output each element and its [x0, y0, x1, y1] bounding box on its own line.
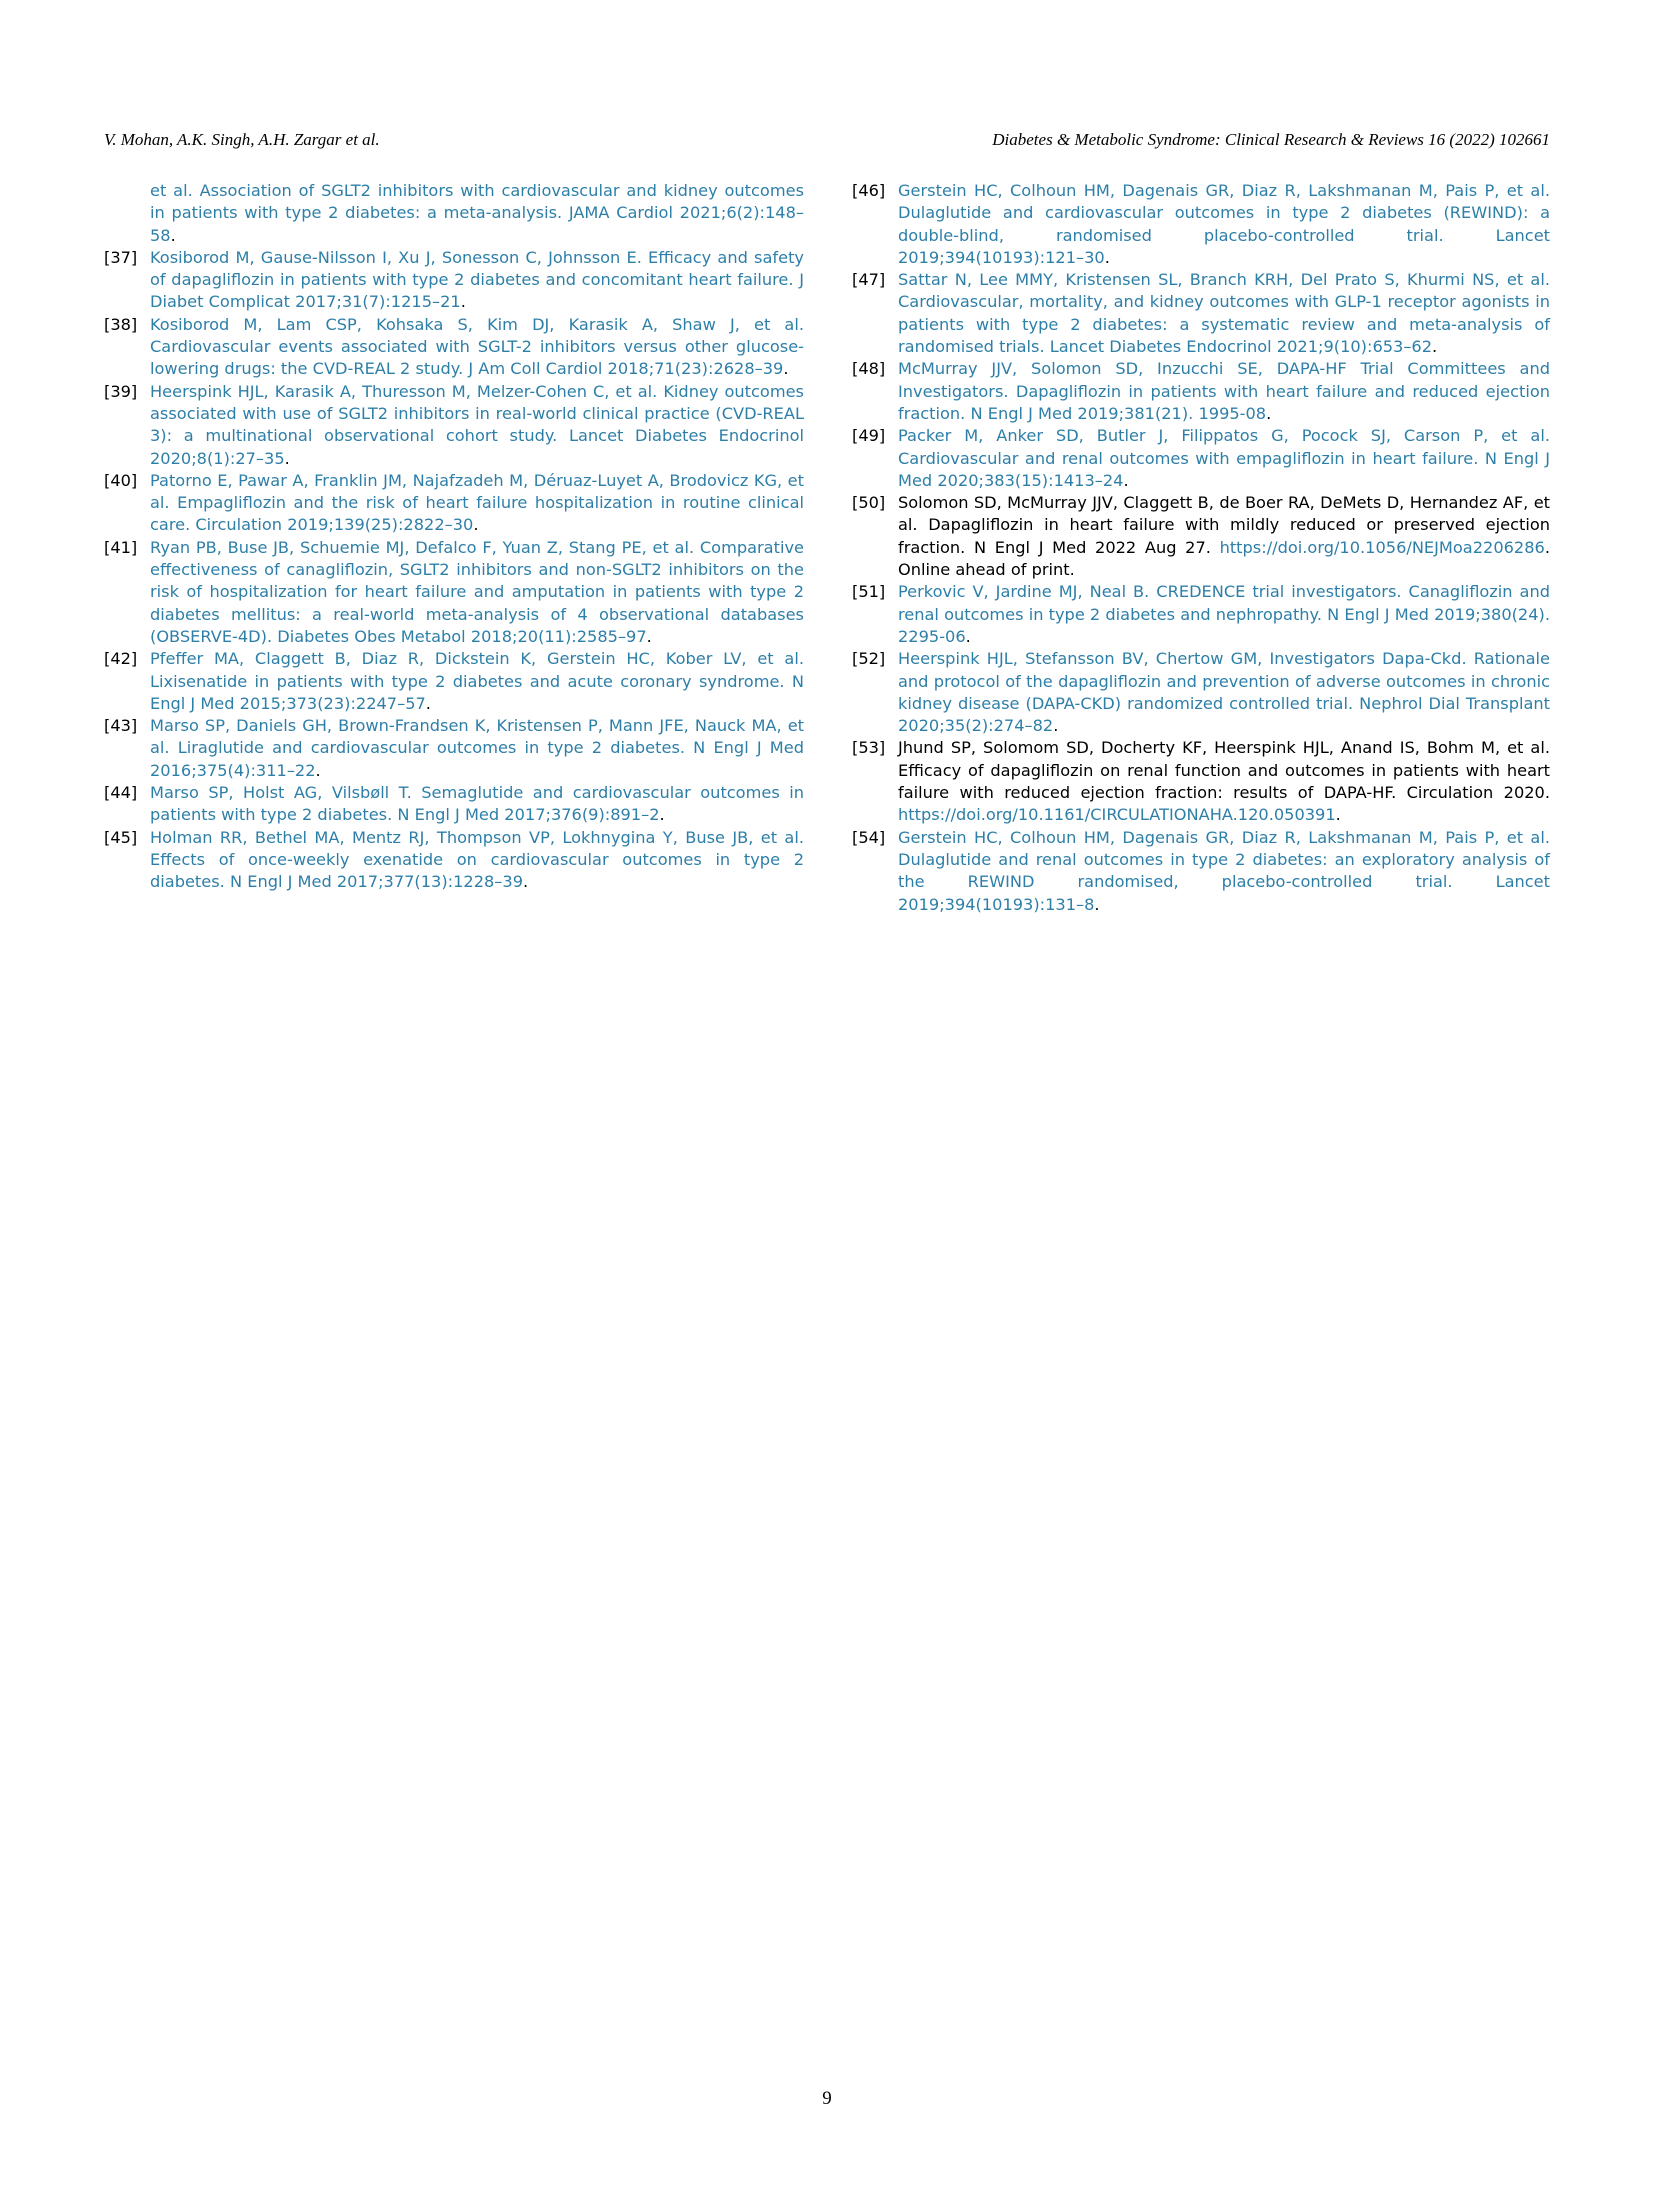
doi-link[interactable]: https://doi.org/10.1056/NEJMoa2206286 [1219, 537, 1545, 557]
reference-link[interactable]: Kosiborod M, Lam CSP, Kohsaka S, Kim DJ, Karasik A, Shaw J, et al. Cardiovascular events associated with SGLT-2 inhibitors versus other glucose-lowering drugs: the CVD-REAL 2 study. J Am Coll Cardiol 2018;71(23):2628–39 [150, 314, 804, 379]
reference-item: [48] McMurray JJV, Solomon SD, Inzucchi SE, DAPA-HF Trial Committees and Investigators. Dapagliflozin in patients with heart failure and reduced ejection fraction. N Engl J Med 2019;381(21). 1995-08. [852, 359, 1550, 423]
reference-number: [37] [104, 247, 138, 267]
reference-number: [41] [104, 537, 138, 557]
reference-item: [37] Kosiborod M, Gause-Nilsson I, Xu J, Sonesson C, Johnsson E. Efficacy and safety of dapagliflozin in patients with type 2 diabetes and concomitant heart failure. J Diabet Complicat 2017;31(7):1215–21. [104, 247, 804, 312]
reference-link[interactable]: Marso SP, Holst AG, Vilsbøll T. Semaglutide and cardiovascular outcomes in patients with type 2 diabetes. N Engl J Med 2017;376(9):891–2 [150, 783, 804, 825]
header-journal: Diabetes & Metabolic Syndrome: Clinical Research & Reviews 16 (2022) 102661 [992, 130, 1550, 149]
reference-number: [43] [104, 716, 138, 736]
reference-number: [38] [104, 314, 138, 334]
reference-link[interactable]: Ryan PB, Buse JB, Schuemie MJ, Defalco F, Yuan Z, Stang PE, et al. Comparative effectiveness of canagliflozin, SGLT2 inhibitors and non-SGLT2 inhibitors on the risk of hospitalization for heart failure and amputation in patients with type 2 diabetes mellitus: a real-world meta-analysis of 4 observational databases (OBSERVE-4D). Diabetes Obes Metabol 2018;20(11):2585–97 [150, 537, 804, 646]
reference-link[interactable]: Holman RR, Bethel MA, Mentz RJ, Thompson VP, Lokhnygina Y, Buse JB, et al. Effects of once-weekly exenatide on cardiovascular outcomes in type 2 diabetes. N Engl J Med 2017;377(13):1228–39 [150, 827, 804, 892]
reference-item: [44] Marso SP, Holst AG, Vilsbøll T. Semaglutide and cardiovascular outcomes in patients with type 2 diabetes. N Engl J Med 2017;376(9):891–2. [104, 783, 804, 825]
reference-link[interactable]: Patorno E, Pawar A, Franklin JM, Najafzadeh M, Déruaz-Luyet A, Brodovicz KG, et al. Empagliflozin and the risk of heart failure hospitalization in routine clinical care. Circulation 2019;139(25):2822–30 [150, 470, 804, 535]
reference-number: [47] [852, 270, 886, 290]
reference-link[interactable]: Heerspink HJL, Karasik A, Thuresson M, Melzer-Cohen C, et al. Kidney outcomes associated with use of SGLT2 inhibitors in real-world clinical practice (CVD-REAL 3): a multinational observational cohort study. Lancet Diabetes Endocrinol 2020;8(1):27–35 [150, 381, 804, 468]
reference-link[interactable]: Packer M, Anker SD, Butler J, Filippatos G, Pocock SJ, Carson P, et al. Cardiovascular and renal outcomes with empagliflozin in heart failure. N Engl J Med 2020;383(15):1413–24 [898, 426, 1550, 490]
reference-link[interactable]: Kosiborod M, Gause-Nilsson I, Xu J, Sonesson C, Johnsson E. Efficacy and safety of dapagliflozin in patients with type 2 diabetes and concomitant heart failure. J Diabet Complicat 2017;31(7):1215–21 [150, 247, 804, 312]
reference-number: [50] [852, 493, 886, 513]
reference-link[interactable]: Gerstein HC, Colhoun HM, Dagenais GR, Diaz R, Lakshmanan M, Pais P, et al. Dulaglutide and renal outcomes in type 2 diabetes: an exploratory analysis of the REWIND randomised, placebo-controlled trial. Lancet 2019;394(10193):131–8 [898, 827, 1550, 914]
reference-item: [46] Gerstein HC, Colhoun HM, Dagenais GR, Diaz R, Lakshmanan M, Pais P, et al. Dulaglutide and cardiovascular outcomes in type 2 diabetes (REWIND): a double-blind, randomised placebo-controlled trial. Lancet 2019;394(10193):121–30. [852, 181, 1550, 267]
reference-item: [53] Jhund SP, Solomom SD, Docherty KF, Heerspink HJL, Anand IS, Bohm M, et al. Efficacy of dapagliflozin on renal function and outcomes in patients with heart failure with reduced ejection fraction: results of DAPA-HF. Circulation 2020. https://doi.org/10.1161/CIRCULATIONAHA.120.050391. [852, 738, 1550, 825]
reference-item: [40] Patorno E, Pawar A, Franklin JM, Najafzadeh M, Déruaz-Luyet A, Brodovicz KG, et al. Empagliflozin and the risk of heart failure hospitalization in routine clinical care. Circulation 2019;139(25):2822–30. [104, 470, 804, 535]
reference-number: [39] [104, 381, 138, 401]
reference-link[interactable]: et al. Association of SGLT2 inhibitors with cardiovascular and kidney outcomes in patients with type 2 diabetes: a meta-analysis. JAMA Cardiol 2021;6(2):148–58 [150, 181, 804, 245]
reference-number: [48] [852, 359, 886, 379]
reference-note: Online ahead of print. [898, 560, 1075, 580]
reference-number: [44] [104, 783, 138, 803]
reference-number: [45] [104, 827, 138, 847]
reference-link[interactable]: Gerstein HC, Colhoun HM, Dagenais GR, Diaz R, Lakshmanan M, Pais P, et al. Dulaglutide and cardiovascular outcomes in type 2 diabetes (REWIND): a double-blind, randomised placebo-controlled trial. Lancet 2019;394(10193):121–30 [898, 181, 1550, 267]
doi-link[interactable]: https://doi.org/10.1161/CIRCULATIONAHA.120.050391 [898, 805, 1336, 825]
reference-continuation: et al. Association of SGLT2 inhibitors with cardiovascular and kidney outcomes in patients with type 2 diabetes: a meta-analysis. JAMA Cardiol 2021;6(2):148–58. [150, 181, 804, 245]
reference-item: [50] Solomon SD, McMurray JJV, Claggett B, de Boer RA, DeMets D, Hernandez AF, et al. Dapagliflozin in heart failure with mildly reduced or preserved ejection fraction. N Engl J Med 2022 Aug 27. https://doi.org/10.1056/NEJMoa2206286. Online ahead of print. [852, 493, 1550, 580]
reference-item: [51] Perkovic V, Jardine MJ, Neal B. CREDENCE trial investigators. Canagliflozin and renal outcomes in type 2 diabetes and nephropathy. N Engl J Med 2019;380(24). 2295-06. [852, 582, 1550, 646]
reference-number: [51] [852, 582, 886, 602]
reference-item: [52] Heerspink HJL, Stefansson BV, Chertow GM, Investigators Dapa-Ckd. Rationale and protocol of the dapagliflozin and prevention of adverse outcomes in chronic kidney disease (DAPA-CKD) randomized controlled trial. Nephrol Dial Transplant 2020;35(2):274–82. [852, 649, 1550, 736]
reference-link[interactable]: Heerspink HJL, Stefansson BV, Chertow GM, Investigators Dapa-Ckd. Rationale and protocol of the dapagliflozin and prevention of adverse outcomes in chronic kidney disease (DAPA-CKD) randomized controlled trial. Nephrol Dial Transplant 2020;35(2):274–82 [898, 649, 1550, 736]
reference-item: [54] Gerstein HC, Colhoun HM, Dagenais GR, Diaz R, Lakshmanan M, Pais P, et al. Dulaglutide and renal outcomes in type 2 diabetes: an exploratory analysis of the REWIND randomised, placebo-controlled trial. Lancet 2019;394(10193):131–8. [852, 827, 1550, 914]
reference-number: [42] [104, 649, 138, 669]
reference-item: [38] Kosiborod M, Lam CSP, Kohsaka S, Kim DJ, Karasik A, Shaw J, et al. Cardiovascular events associated with SGLT-2 inhibitors versus other glucose-lowering drugs: the CVD-REAL 2 study. J Am Coll Cardiol 2018;71(23):2628–39. [104, 314, 804, 379]
reference-number: [52] [852, 649, 886, 669]
reference-item: [43] Marso SP, Daniels GH, Brown-Frandsen K, Kristensen P, Mann JFE, Nauck MA, et al. Liraglutide and cardiovascular outcomes in type 2 diabetes. N Engl J Med 2016;375(4):311–22. [104, 716, 804, 780]
reference-number: [53] [852, 738, 886, 758]
reference-number: [46] [852, 181, 886, 200]
reference-number: [40] [104, 470, 138, 490]
reference-item: [41] Ryan PB, Buse JB, Schuemie MJ, Defalco F, Yuan Z, Stang PE, et al. Comparative effectiveness of canagliflozin, SGLT2 inhibitors and non-SGLT2 inhibitors on the risk of hospitalization for heart failure and amputation in patients with type 2 diabetes mellitus: a real-world meta-analysis of 4 observational databases (OBSERVE-4D). Diabetes Obes Metabol 2018;20(11):2585–97. [104, 537, 804, 646]
page-number: 9 [822, 2088, 832, 2109]
reference-number: [54] [852, 827, 886, 847]
reference-column-right [852, 180, 1550, 916]
reference-link[interactable]: Sattar N, Lee MMY, Kristensen SL, Branch KRH, Del Prato S, Khurmi NS, et al. Cardiovascular, mortality, and kidney outcomes with GLP-1 receptor agonists in patients with type 2 diabetes: a systematic review and meta-analysis of randomised trials. Lancet Diabetes Endocrinol 2021;9(10):653–62 [898, 270, 1550, 357]
reference-text: Solomon SD, McMurray JJV, Claggett B, de Boer RA, DeMets D, Hernandez AF, et al. Dapagliflozin in heart failure with mildly reduced or preserved ejection fraction. N Engl J Med 2022 Aug 27. [898, 493, 1550, 557]
reference-number: [49] [852, 426, 886, 446]
reference-text: Jhund SP, Solomom SD, Docherty KF, Heerspink HJL, Anand IS, Bohm M, et al. Efficacy of dapagliflozin on renal function and outcomes in patients with heart failure with reduced ejection fraction: results of DAPA-HF. Circulation 2020. [898, 738, 1550, 803]
reference-link[interactable]: McMurray JJV, Solomon SD, Inzucchi SE, DAPA-HF Trial Committees and Investigators. Dapagliflozin in patients with heart failure and reduced ejection fraction. N Engl J Med 2019;381(21). 1995-08 [898, 359, 1550, 423]
header-authors: V. Mohan, A.K. Singh, A.H. Zargar et al. [104, 130, 380, 149]
reference-column-left [104, 180, 804, 894]
reference-link[interactable]: Pfeffer MA, Claggett B, Diaz R, Dickstein K, Gerstein HC, Kober LV, et al. Lixisenatide in patients with type 2 diabetes and acute coronary syndrome. N Engl J Med 2015;373(23):2247–57 [150, 649, 804, 713]
reference-item: [45] Holman RR, Bethel MA, Mentz RJ, Thompson VP, Lokhnygina Y, Buse JB, et al. Effects of once-weekly exenatide on cardiovascular outcomes in type 2 diabetes. N Engl J Med 2017;377(13):1228–39. [104, 827, 804, 892]
reference-item: [42] Pfeffer MA, Claggett B, Diaz R, Dickstein K, Gerstein HC, Kober LV, et al. Lixisenatide in patients with type 2 diabetes and acute coronary syndrome. N Engl J Med 2015;373(23):2247–57. [104, 649, 804, 713]
reference-item: [49] Packer M, Anker SD, Butler J, Filippatos G, Pocock SJ, Carson P, et al. Cardiovascular and renal outcomes with empagliflozin in heart failure. N Engl J Med 2020;383(15):1413–24. [852, 426, 1550, 490]
reference-link[interactable]: Perkovic V, Jardine MJ, Neal B. CREDENCE trial investigators. Canagliflozin and renal outcomes in type 2 diabetes and nephropathy. N Engl J Med 2019;380(24). 2295-06 [898, 582, 1550, 646]
reference-link[interactable]: Marso SP, Daniels GH, Brown-Frandsen K, Kristensen P, Mann JFE, Nauck MA, et al. Liraglutide and cardiovascular outcomes in type 2 diabetes. N Engl J Med 2016;375(4):311–22 [150, 716, 804, 780]
reference-item: [39] Heerspink HJL, Karasik A, Thuresson M, Melzer-Cohen C, et al. Kidney outcomes associated with use of SGLT2 inhibitors in real-world clinical practice (CVD-REAL 3): a multinational observational cohort study. Lancet Diabetes Endocrinol 2020;8(1):27–35. [104, 381, 804, 468]
reference-item: [47] Sattar N, Lee MMY, Kristensen SL, Branch KRH, Del Prato S, Khurmi NS, et al. Cardiovascular, mortality, and kidney outcomes with GLP-1 receptor agonists in patients with type 2 diabetes: a systematic review and meta-analysis of randomised trials. Lancet Diabetes Endocrinol 2021;9(10):653–62. [852, 270, 1550, 357]
